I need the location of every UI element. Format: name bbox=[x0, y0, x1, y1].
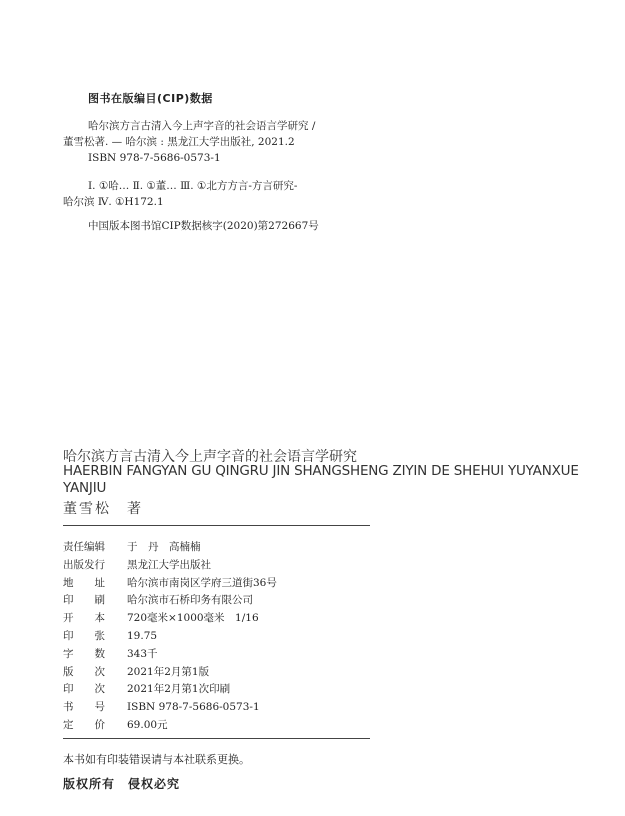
info-label: 出版发行 bbox=[63, 558, 105, 571]
book-title-chinese: 哈尔滨方言古清入今上声字音的社会语言学研究 bbox=[63, 449, 357, 465]
info-value: 2021年2月第1次印刷 bbox=[127, 683, 231, 696]
book-author: 董雪松 著 bbox=[63, 501, 143, 517]
info-value: 343千 bbox=[127, 647, 158, 660]
info-row bbox=[63, 646, 277, 664]
info-value: 哈尔滨市石桥印务有限公司 bbox=[127, 594, 253, 607]
info-value: 哈尔滨市南岗区学府三道街36号 bbox=[127, 576, 277, 589]
info-label: 定 价 bbox=[63, 718, 105, 731]
info-row bbox=[63, 557, 277, 575]
info-row bbox=[63, 699, 277, 717]
info-row bbox=[63, 592, 277, 610]
cip-subject-line-1: Ⅰ. ①哈… Ⅱ. ①董… Ⅲ. ①北方方言-方言研究- bbox=[88, 180, 298, 192]
info-row bbox=[63, 539, 277, 557]
info-label: 版 次 bbox=[63, 665, 105, 678]
replacement-notice: 本书如有印装错误请与本社联系更换。 bbox=[63, 753, 250, 766]
info-label: 字 数 bbox=[63, 647, 105, 660]
publication-info-table bbox=[63, 539, 277, 735]
cip-desc-line-1: 哈尔滨方言古清入今上声字音的社会语言学研究 / bbox=[88, 120, 316, 132]
info-label: 地 址 bbox=[63, 576, 105, 589]
cip-heading: 图书在版编目(CIP)数据 bbox=[88, 92, 213, 105]
cip-core-number bbox=[63, 218, 319, 234]
info-row bbox=[63, 575, 277, 593]
divider-bottom bbox=[63, 738, 370, 739]
info-label: 书 号 bbox=[63, 701, 105, 714]
info-row bbox=[63, 681, 277, 699]
cip-isbn-line: ISBN 978-7-5686-0573-1 bbox=[88, 152, 221, 164]
cip-description bbox=[63, 118, 315, 166]
info-label: 印 次 bbox=[63, 683, 105, 696]
info-label: 印 刷 bbox=[63, 594, 105, 607]
info-row bbox=[63, 610, 277, 628]
info-value: 69.00元 bbox=[127, 718, 168, 731]
cip-subject bbox=[63, 178, 297, 210]
info-value: 720毫米×1000毫米 1/16 bbox=[127, 612, 259, 625]
info-label: 开 本 bbox=[63, 612, 105, 625]
info-value: ISBN 978-7-5686-0573-1 bbox=[127, 701, 260, 714]
info-value: 2021年2月第1版 bbox=[127, 665, 210, 678]
cip-subject-line-2: 哈尔滨 Ⅳ. ①H172.1 bbox=[63, 196, 164, 208]
rights-statement: 版权所有 侵权必究 bbox=[63, 777, 181, 791]
info-value: 黑龙江大学出版社 bbox=[127, 558, 211, 571]
divider-top bbox=[63, 525, 370, 526]
cip-desc-line-2: 董雪松著. — 哈尔滨 : 黑龙江大学出版社, 2021.2 bbox=[63, 136, 295, 148]
info-label: 责任编辑 bbox=[63, 541, 105, 553]
info-row bbox=[63, 717, 277, 735]
cip-core-line: 中国版本图书馆CIP数据核字(2020)第272667号 bbox=[88, 220, 319, 232]
book-title-pinyin: HAERBIN FANGYAN GU QINGRU JIN SHANGSHENG ZIYIN DE SHEHUI YUYANXUE YANJIU bbox=[63, 463, 579, 496]
info-value: 于 丹 高楠楠 bbox=[127, 541, 201, 553]
info-row bbox=[63, 664, 277, 682]
info-value: 19.75 bbox=[127, 629, 158, 642]
info-label: 印 张 bbox=[63, 629, 105, 642]
info-row bbox=[63, 628, 277, 646]
